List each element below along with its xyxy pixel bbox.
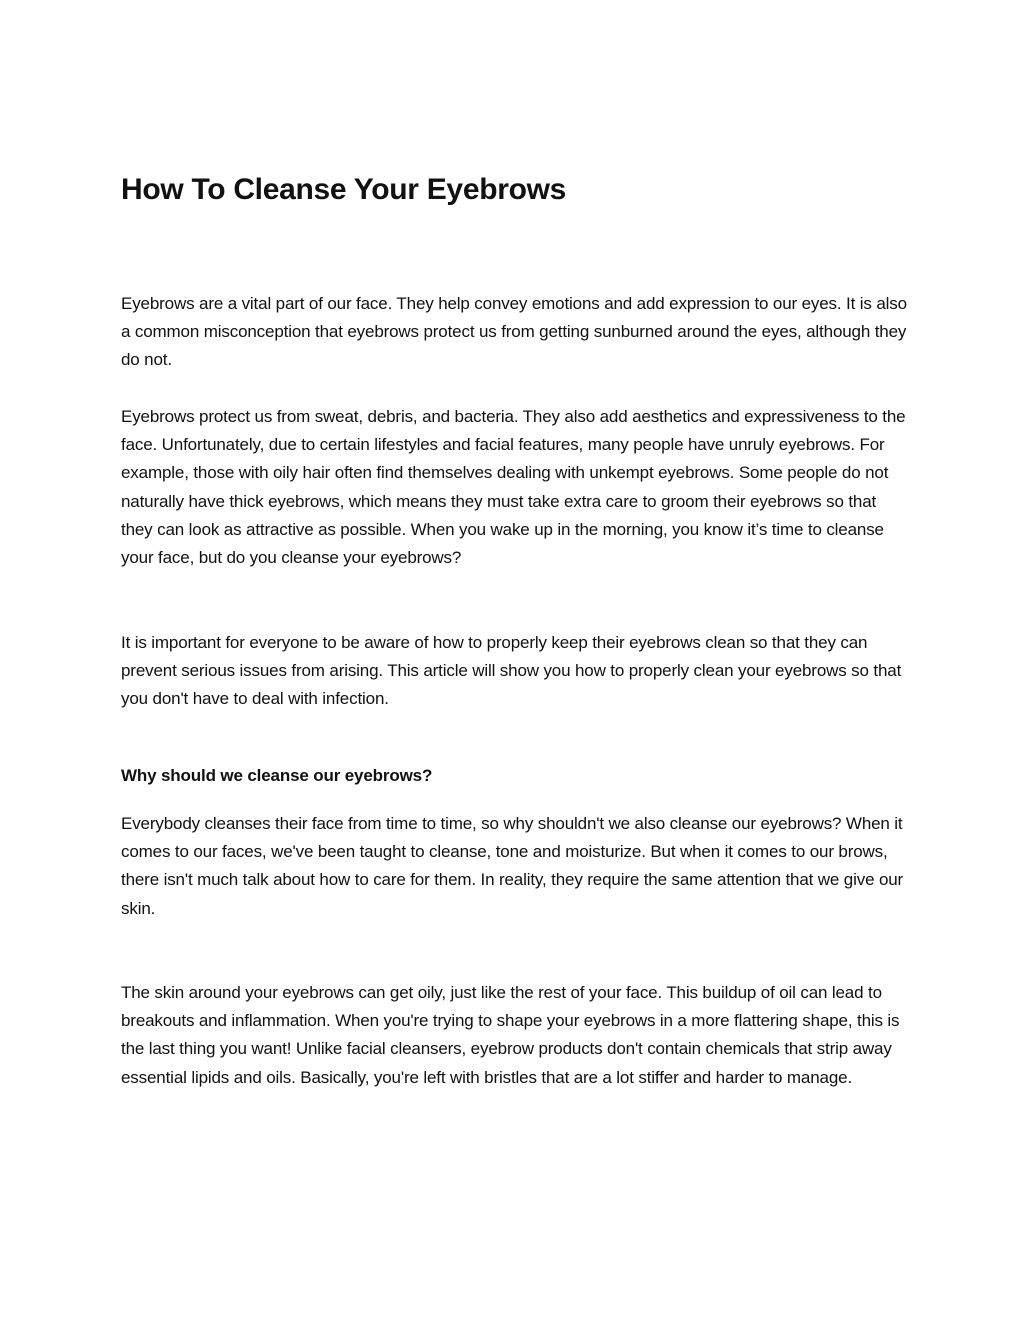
- section-paragraph-1: Everybody cleanses their face from time to time, so why shouldn't we also cleanse our eyebrows? When it comes to our faces, we've been taught to cleanse, tone and moisturize. But when it comes to our brows, there isn't much talk about how to care for them. In reality, they require the same attention that we give our skin.: [121, 814, 904, 918]
- document-title: How To Cleanse Your Eyebrows: [121, 173, 567, 206]
- intro-paragraph-2: Eyebrows protect us from sweat, debris, and bacteria. They also add aesthetics and expressiveness to the face. Unfortunately, due to certain lifestyles and facial features, many people have unruly eyebrows. For example, those with oily hair often find themselves dealing with unkempt eyebrows. Some people do not naturally have thick eyebrows, which means they must take extra care to groom their eyebrows so that they can look as attractive as possible. When you wake up in the morning, you know it’s time to cleanse your face, but do you cleanse your eyebrows?: [121, 407, 906, 568]
- section-heading: Why should we cleanse our eyebrows?: [121, 766, 433, 785]
- intro-paragraph-3: It is important for everyone to be aware of how to properly keep their eyebrows clean so that they can prevent serious issues from arising. This article will show you how to properly clean your eyebrows so that you don't have to deal with infection.: [121, 633, 902, 709]
- intro-paragraph-1: Eyebrows are a vital part of our face. They help convey emotions and add expression to our eyes. It is also a common misconception that eyebrows protect us from getting sunburned around the eyes, although they do not.: [121, 294, 907, 370]
- section-paragraph-2: The skin around your eyebrows can get oily, just like the rest of your face. This buildup of oil can lead to breakouts and inflammation. When you're trying to shape your eyebrows in a more flattering shape, this is the last thing you want! Unlike facial cleansers, eyebrow products don't contain chemicals that strip away essential lipids and oils. Basically, you're left with bristles that are a lot stiffer and harder to manage.: [121, 983, 900, 1087]
